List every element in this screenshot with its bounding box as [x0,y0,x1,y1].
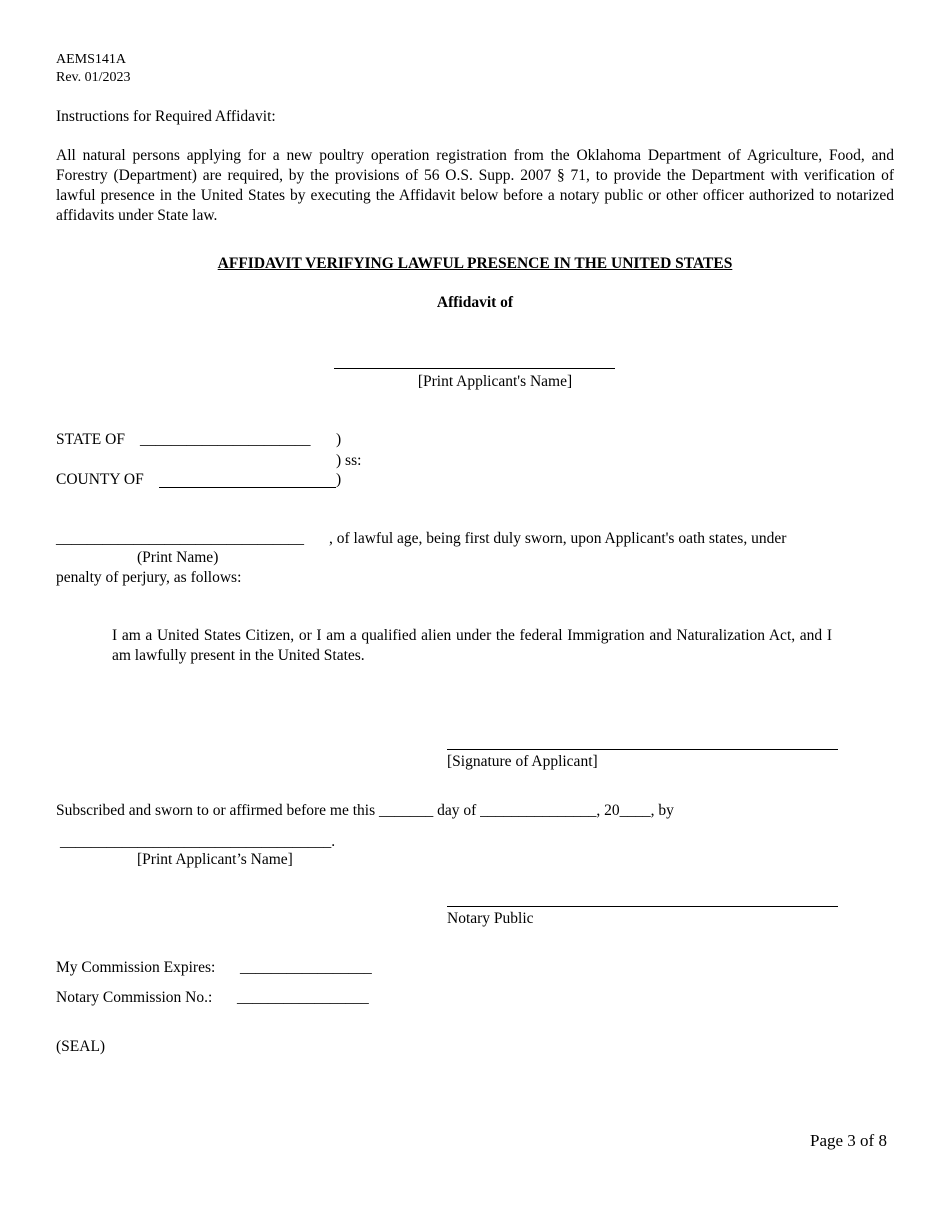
lawful-presence-statement: I am a United States Citizen, or I am a qualified alien under the federal Immigration and Naturalization Act, and I am lawfully present in the United States. [112,627,832,664]
county-field[interactable] [159,487,336,488]
county-label: COUNTY OF [56,471,144,488]
instructions-paragraph: All natural persons applying for a new poultry operation registration from the Oklahoma Department of Agriculture, Food, and Forestry (Department) are required, by the provisions of 56 O.S. Supp. 2007 § 71, to provide the Department with verification of lawful presence in the United States by executing the Affidavit below before a notary public or other officer authorized to notarized affidavits under State law. [56,147,894,224]
affidavit-subtitle: Affidavit of [436,294,514,311]
signature-line[interactable] [447,749,838,750]
instructions-heading: Instructions for Required Affidavit: [56,108,276,125]
notary-label: Notary Public [447,910,534,927]
form-code: AEMS141A [56,52,127,67]
commission-expires-field[interactable]: _________________ [240,959,372,976]
applicant-name-line [334,368,615,369]
page-number: Page 3 of 8 [810,1131,887,1150]
state-field[interactable]: ______________________ [140,431,311,448]
subscription-name-field[interactable]: ___________________________________. [60,833,336,850]
state-paren: ) [336,431,342,448]
subscription-name-label: [Print Applicant’s Name] [137,851,293,868]
affidavit-title: AFFIDAVIT VERIFYING LAWFUL PRESENCE IN THE UNITED STATES [217,255,733,272]
signature-label: [Signature of Applicant] [447,753,598,770]
oath-name-field[interactable]: ________________________________ [56,530,304,547]
subscription-text: Subscribed and sworn to or affirmed before me this _______ day of _______________, 20____, by [56,802,674,819]
notary-signature-line[interactable] [447,906,838,907]
applicant-name-label: [Print Applicant's Name] [417,373,573,390]
ss-label: ) ss: [336,452,362,469]
oath-text: , of lawful age, being first duly sworn, upon Applicant's oath states, under [329,530,787,547]
county-paren: ) [336,471,342,488]
oath-continuation: penalty of perjury, as follows: [56,569,242,586]
state-label: STATE OF [56,431,125,448]
commission-no-field[interactable]: _________________ [237,989,369,1006]
revision-date: Rev. 01/2023 [56,70,131,85]
commission-no-label: Notary Commission No.: [56,989,213,1006]
print-name-label: (Print Name) [137,549,219,566]
commission-expires-label: My Commission Expires: [56,959,216,976]
seal-label: (SEAL) [56,1038,106,1055]
